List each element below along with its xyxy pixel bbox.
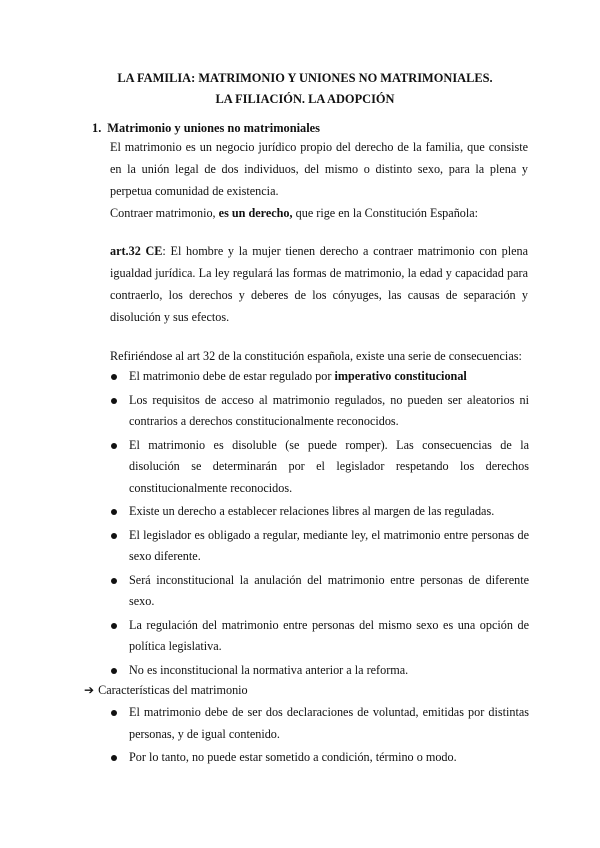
bullet-icon <box>111 509 117 515</box>
paragraph-right-after: que rige en la Constitución Española: <box>292 206 479 220</box>
bullet-icon <box>111 668 117 674</box>
document-title-line1: LA FAMILIA: MATRIMONIO Y UNIONES NO MATRIMONIALES. <box>117 71 493 85</box>
paragraph-right-before: Contraer matrimonio, <box>110 206 219 220</box>
article-reference: art.32 CE <box>110 244 163 258</box>
paragraph-article <box>110 240 528 328</box>
bullet-icon <box>111 623 117 629</box>
bullet-icon <box>111 374 117 380</box>
bullet-icon <box>111 398 117 404</box>
characteristics-list <box>129 702 529 769</box>
list-item: Existe un derecho a establecer relaciones libres al margen de las reguladas. <box>129 501 529 523</box>
article-text: : El hombre y la mujer tienen derecho a contraer matrimonio con plena igualdad jurídica. La ley regulará las formas de matrimonio, la edad y capacidad para contraerlo, los derechos y deberes de los cónyuges, las causas de separación y disolución y sus efectos. <box>110 244 528 324</box>
list-item: Por lo tanto, no puede estar sometido a condición, término o modo. <box>129 747 529 769</box>
paragraph-right <box>110 202 528 224</box>
bullet-icon <box>111 533 117 539</box>
characteristics-heading <box>84 683 248 698</box>
list-item: El matrimonio es disoluble (se puede romper). Las consecuencias de la disolución se determinarán por el legislador respetando los derechos constitucionalmente reconocidos. <box>129 435 529 500</box>
consequences-list <box>129 366 529 681</box>
bullet-icon <box>111 755 117 761</box>
section-heading <box>92 121 320 136</box>
list-item: La regulación del matrimonio entre personas del mismo sexo es una opción de política legislativa. <box>129 615 529 658</box>
list-item: El legislador es obligado a regular, mediante ley, el matrimonio entre personas de sexo diferente. <box>129 525 529 568</box>
list-item: Los requisitos de acceso al matrimonio regulados, no pueden ser aleatorios ni contrarios a derechos constitucionalmente reconocidos. <box>129 390 529 433</box>
arrow-icon: ➔ <box>84 683 95 697</box>
bullet-icon <box>111 710 117 716</box>
paragraph-consequences: Refiriéndose al art 32 de la constitución española, existe una serie de consecuencias: <box>110 349 522 363</box>
characteristics-heading-text: Características del matrimonio <box>98 683 248 697</box>
paragraph-right-bold: es un derecho, <box>218 206 293 220</box>
section-number: 1. <box>92 121 102 135</box>
bullet-icon <box>111 578 117 584</box>
paragraph-definition: El matrimonio es un negocio jurídico propio del derecho de la familia, que consiste en la unión legal de dos individuos, del mismo o distinto sexo, para la plena y perpetua comunidad de existencia. <box>110 140 528 198</box>
section-title: Matrimonio y uniones no matrimoniales <box>107 121 321 135</box>
list-item: No es inconstitucional la normativa anterior a la reforma. <box>129 660 529 682</box>
bullet-icon <box>111 443 117 449</box>
list-item: El matrimonio debe de estar regulado por imperativo constitucional <box>129 366 529 388</box>
list-item: El matrimonio debe de ser dos declaraciones de voluntad, emitidas por distintas personas, y de igual contenido. <box>129 702 529 745</box>
list-item: Será inconstitucional la anulación del matrimonio entre personas de diferente sexo. <box>129 570 529 613</box>
document-title-line2: LA FILIACIÓN. LA ADOPCIÓN <box>215 92 395 106</box>
